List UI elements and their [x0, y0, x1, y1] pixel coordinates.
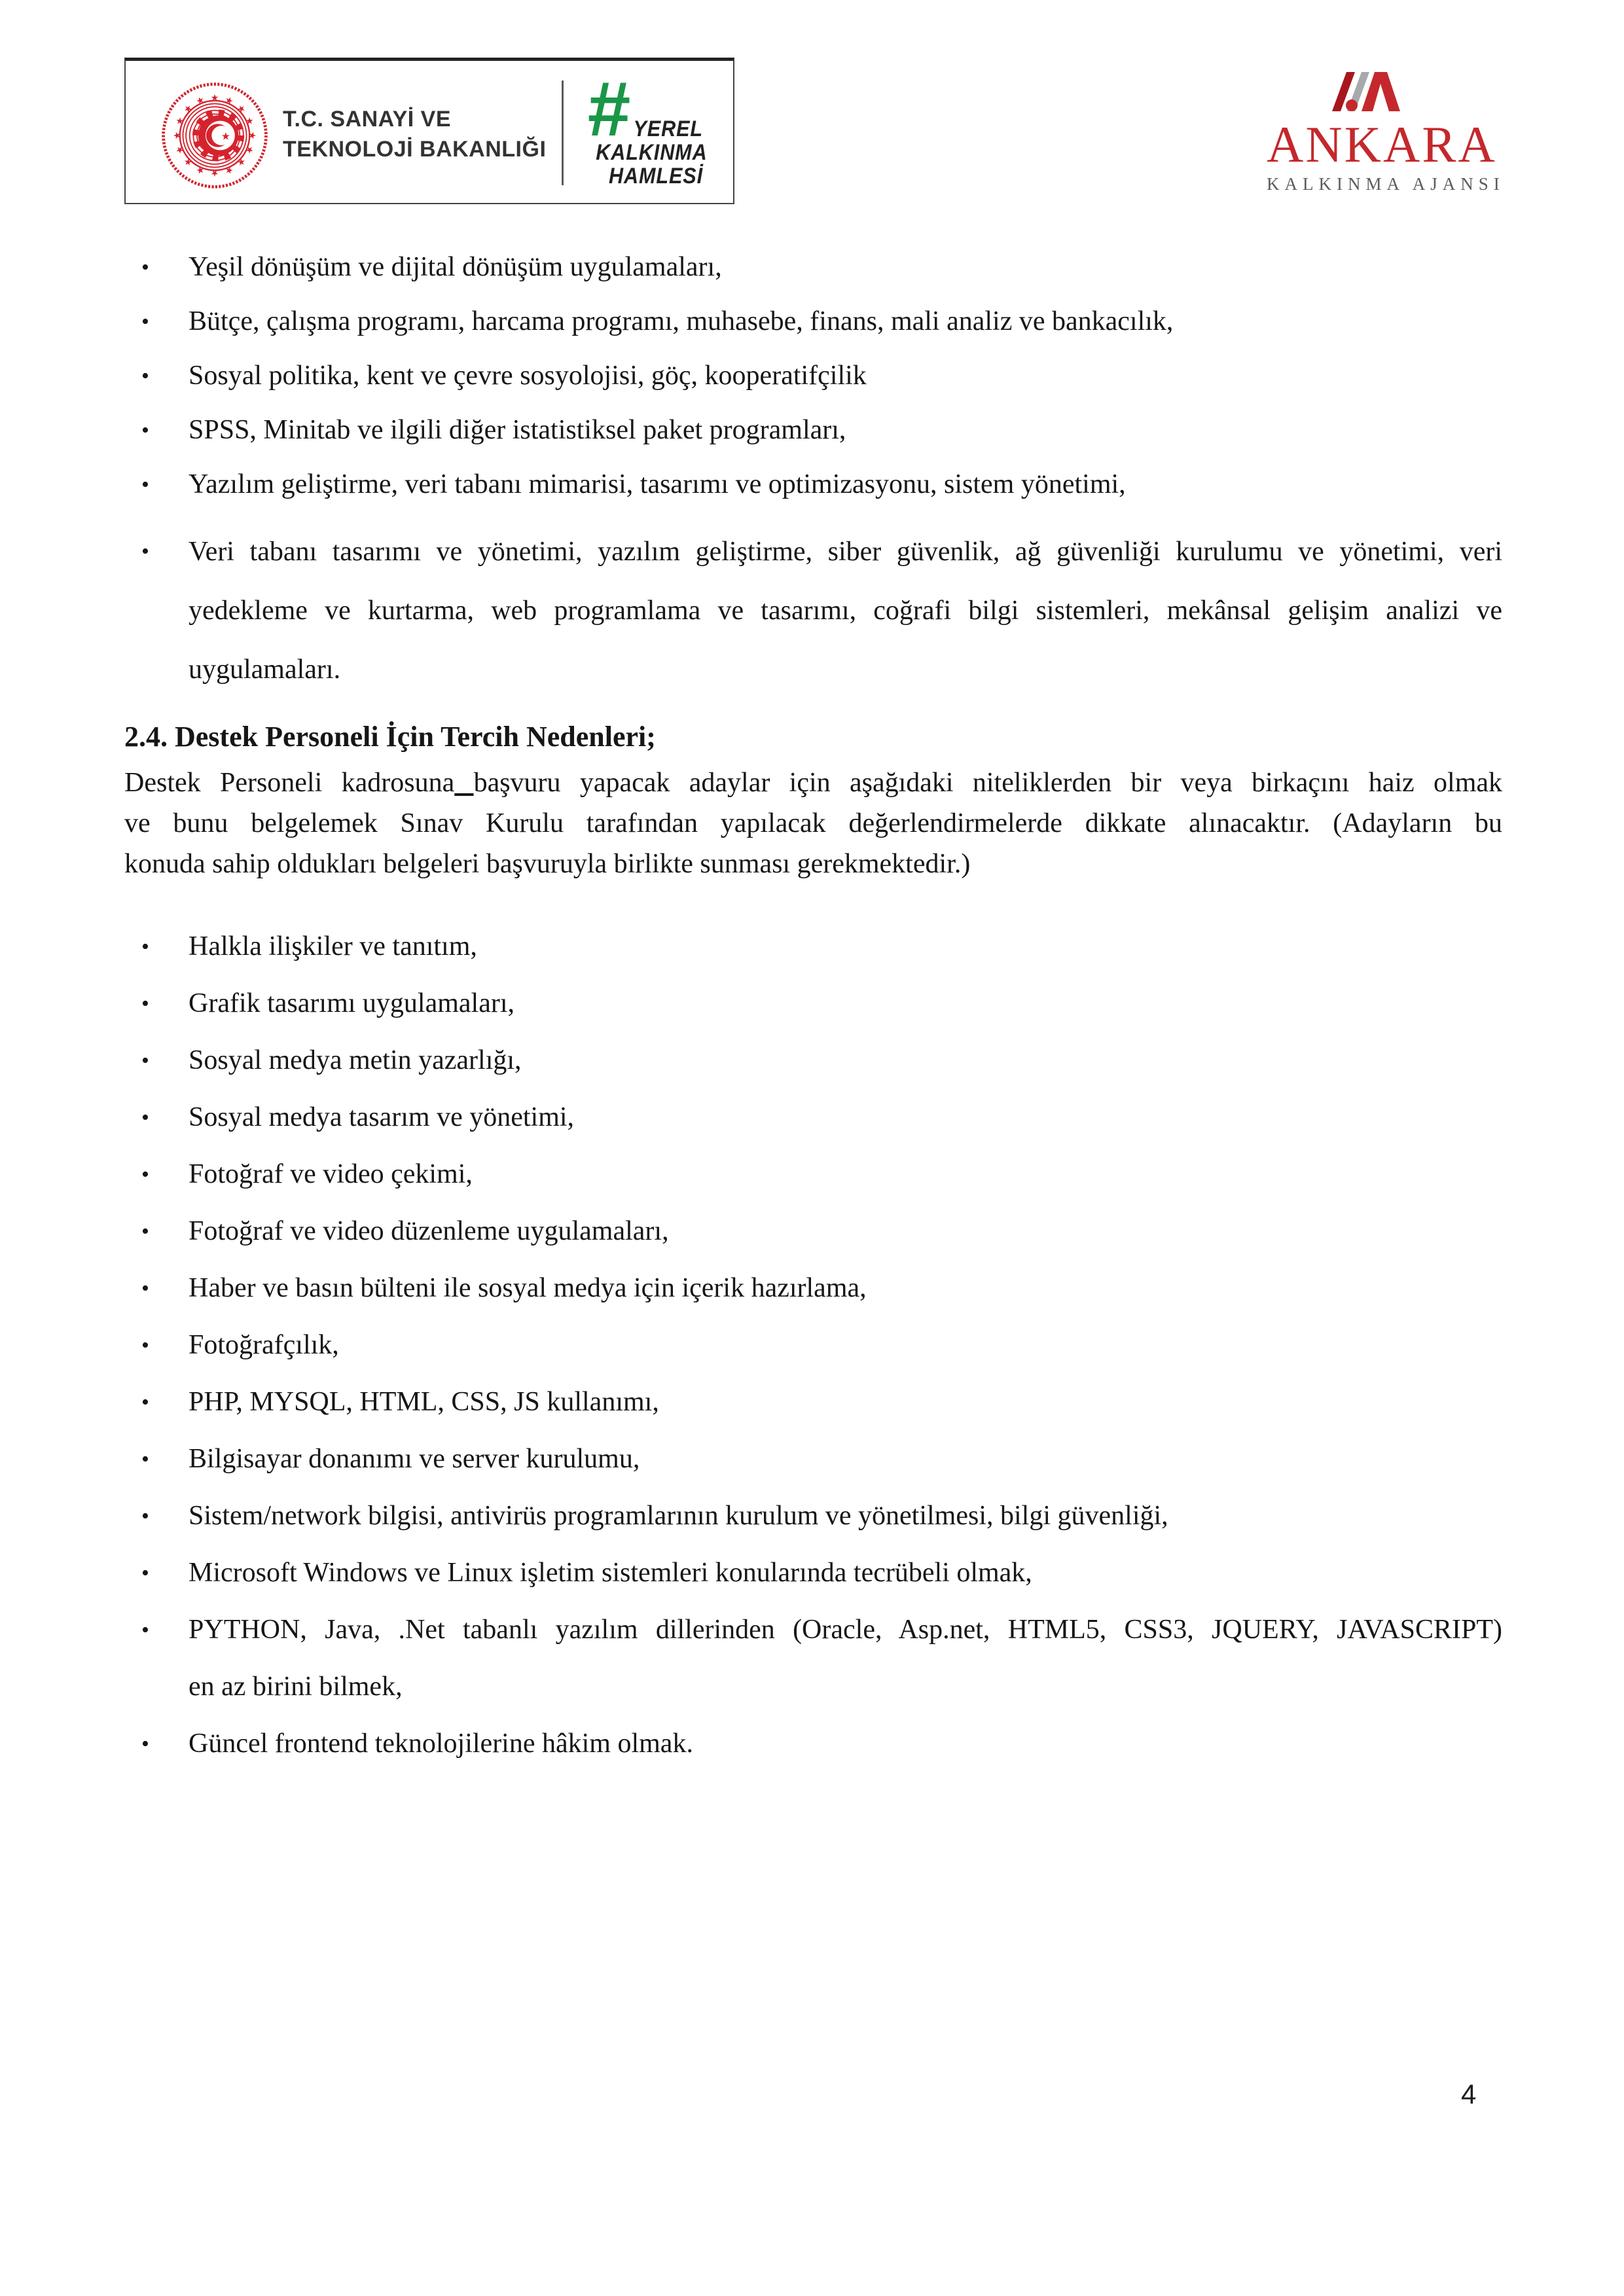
list-item: • Sosyal politika, kent ve çevre sosyolojisi, göç, kooperatifçilik: [124, 349, 1502, 403]
bullet-icon: •: [141, 1219, 149, 1244]
campaign-logo: [126, 61, 733, 203]
svg-text:★: ★: [194, 164, 206, 177]
bullet-icon: •: [141, 310, 149, 334]
bullet-icon: •: [141, 935, 149, 959]
ministry-logo-box: [124, 58, 734, 204]
list-item: • Yeşil dönüşüm ve dijital dönüşüm uygulamaları,: [124, 240, 1502, 295]
svg-text:★: ★: [210, 92, 219, 103]
ministry-name-line2: TEKNOLOJİ BAKANLIĞI: [283, 137, 547, 162]
list-item: • Fotoğraf ve video düzenleme uygulamaları,: [124, 1203, 1502, 1260]
campaign-word2: KALKINMA: [596, 140, 708, 165]
bullet-icon: •: [141, 992, 149, 1016]
bullet-icon: •: [141, 1105, 149, 1130]
svg-text:★: ★: [171, 131, 183, 140]
list-item: • Fotoğrafçılık,: [124, 1317, 1502, 1374]
ministry-name-line1: T.C. SANAYİ VE: [283, 107, 452, 132]
bullet-icon: •: [141, 1504, 149, 1528]
bullet-icon: •: [141, 1276, 149, 1300]
svg-text:★: ★: [223, 164, 235, 177]
list-item: • Halkla ilişkiler ve tanıtım,: [124, 918, 1502, 975]
bullet-icon: •: [141, 1732, 149, 1756]
list-item: • Microsoft Windows ve Linux işletim sistemleri konularında tecrübeli olmak,: [124, 1545, 1502, 1602]
list-item: • Bilgisayar donanımı ve server kurulumu,: [124, 1431, 1502, 1488]
svg-text:★: ★: [243, 115, 256, 127]
page-content: [124, 240, 1502, 1772]
bullet-icon: •: [141, 473, 149, 497]
agency-subtitle: KALKINMA AJANSI: [1267, 174, 1505, 194]
bullet-icon: •: [141, 364, 149, 388]
list-item: • Haber ve basın bülteni ile sosyal medya için içerik hazırlama,: [124, 1260, 1502, 1317]
bullet-icon: •: [141, 1049, 149, 1073]
list-item: • PYTHON, Java, .Net tabanlı yazılım dillerinden (Oracle, Asp.net, HTML5, CSS3, JQUERY, JAVASCRIPT) en az birini bilmek,: [124, 1602, 1502, 1715]
bullet-icon: •: [141, 418, 149, 442]
list-item: • Yazılım geliştirme, veri tabanı mimarisi, tasarımı ve optimizasyonu, sistem yönetimi,: [124, 457, 1502, 512]
list-item: • Bütçe, çalışma programı, harcama programı, muhasebe, finans, mali analiz ve bankacılık,: [124, 295, 1502, 349]
hashtag-icon: #: [586, 66, 630, 152]
svg-text:★: ★: [243, 144, 256, 156]
bullet-icon: •: [141, 1333, 149, 1357]
section-heading: 2.4. Destek Personeli İçin Tercih Nedenleri;: [124, 721, 656, 753]
bullet-icon: •: [141, 255, 149, 279]
bullet-icon: •: [141, 1390, 149, 1414]
svg-text:★: ★: [173, 144, 187, 156]
bullet-icon: •: [141, 539, 149, 564]
svg-text:★: ★: [247, 131, 258, 140]
page-number: 4: [1461, 2079, 1477, 2109]
bullet-icon: •: [141, 1447, 149, 1471]
list-item: • PHP, MYSQL, HTML, CSS, JS kullanımı,: [124, 1374, 1502, 1431]
list-item: • Fotoğraf ve video çekimi,: [124, 1146, 1502, 1203]
list-item: • Grafik tasarımı uygulamaları,: [124, 975, 1502, 1032]
intro-paragraph: [124, 762, 1502, 884]
intro-line3: konuda sahip oldukları belgeleri başvuruyla birlikte sunması gerekmektedir.): [124, 849, 971, 879]
svg-text:★: ★: [234, 155, 248, 169]
list-item: • Sistem/network bilgisi, antivirüs programlarının kurulum ve yönetilmesi, bilgi güvenliği,: [124, 1488, 1502, 1545]
qualifications-list-support: [124, 918, 1502, 1772]
list-item: • Güncel frontend teknolojilerine hâkim olmak.: [124, 1715, 1502, 1772]
bullet-icon: •: [141, 1561, 149, 1585]
list-item: • Veri tabanı tasarımı ve yönetimi, yazılım geliştirme, siber güvenlik, ağ güvenliği kurulumu ve yönetimi, veri yedekleme ve kurtarma, web programlama ve tasarımı, coğrafi bilgi sistemleri, mekânsal gelişim analizi ve uygulamaları.: [124, 522, 1502, 699]
intro-line1: Destek Personeli kadrosuna başvuru yapacak adaylar için aşağıdaki niteliklerden bir veya birkaçını haiz olmak: [124, 768, 1503, 798]
svg-text:★: ★: [173, 115, 187, 127]
list-item: • Sosyal medya metin yazarlığı,: [124, 1032, 1502, 1089]
list-item: • SPSS, Minitab ve ilgili diğer istatistiksel paket programları,: [124, 403, 1502, 457]
underlined-space: [454, 768, 473, 798]
svg-text:★: ★: [221, 130, 230, 143]
svg-text:★: ★: [210, 168, 219, 179]
campaign-word3: HAMLESİ: [609, 164, 703, 188]
intro-line2: ve bunu belgelemek Sınav Kurulu tarafından yapılacak değerlendirmelerde dikkate alınacaktır. (Adayların bu: [124, 808, 1502, 838]
svg-text:★: ★: [194, 94, 206, 107]
svg-text:★: ★: [181, 155, 195, 169]
campaign-wordmark: [596, 117, 708, 188]
svg-text:★: ★: [181, 102, 195, 116]
list-item: • Sosyal medya tasarım ve yönetimi,: [124, 1089, 1502, 1146]
campaign-word1: YEREL: [633, 117, 703, 141]
bullet-icon: •: [141, 1618, 149, 1642]
agency-ribbon-icon: [1327, 69, 1409, 113]
qualifications-list-top: [124, 240, 1502, 699]
svg-text:★: ★: [234, 102, 248, 116]
agency-title: ANKARA: [1267, 116, 1497, 173]
bullet-icon: •: [141, 1162, 149, 1187]
svg-text:★: ★: [223, 94, 235, 107]
agency-logo: [1267, 69, 1505, 194]
